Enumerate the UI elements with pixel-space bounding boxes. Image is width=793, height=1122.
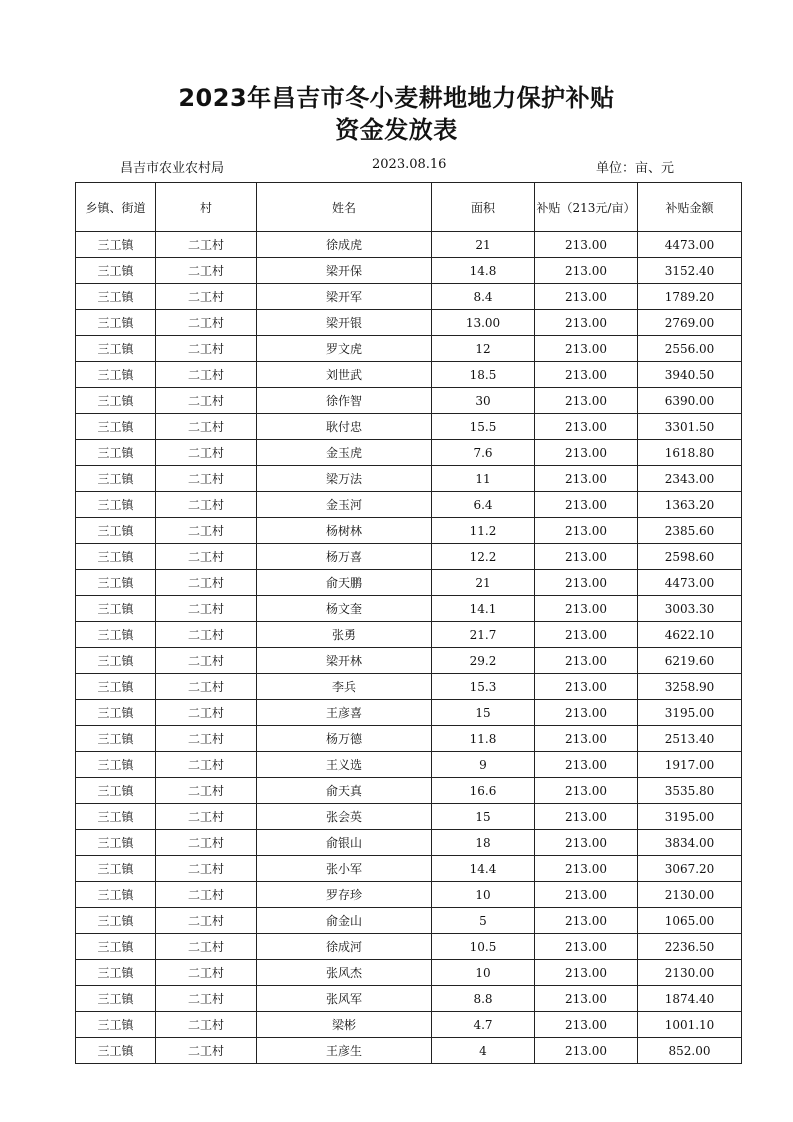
cell-township: 三工镇 xyxy=(76,388,156,414)
cell-name: 王彦生 xyxy=(257,1038,432,1064)
cell-township: 三工镇 xyxy=(76,934,156,960)
cell-rate: 213.00 xyxy=(535,986,638,1012)
cell-name: 耿付忠 xyxy=(257,414,432,440)
table-row xyxy=(76,674,742,700)
table-row xyxy=(76,726,742,752)
cell-amount: 6390.00 xyxy=(638,388,742,414)
cell-township: 三工镇 xyxy=(76,804,156,830)
cell-amount: 3834.00 xyxy=(638,830,742,856)
cell-amount: 6219.60 xyxy=(638,648,742,674)
cell-rate: 213.00 xyxy=(535,570,638,596)
cell-village: 二工村 xyxy=(156,258,257,284)
cell-township: 三工镇 xyxy=(76,726,156,752)
cell-rate: 213.00 xyxy=(535,414,638,440)
cell-township: 三工镇 xyxy=(76,752,156,778)
cell-area: 7.6 xyxy=(432,440,535,466)
cell-township: 三工镇 xyxy=(76,700,156,726)
table-row xyxy=(76,986,742,1012)
cell-area: 8.8 xyxy=(432,986,535,1012)
unit-note: 单位：亩、元 xyxy=(596,161,675,176)
cell-village: 二工村 xyxy=(156,336,257,362)
cell-rate: 213.00 xyxy=(535,752,638,778)
cell-name: 李兵 xyxy=(257,674,432,700)
cell-name: 杨文奎 xyxy=(257,596,432,622)
cell-township: 三工镇 xyxy=(76,336,156,362)
cell-village: 二工村 xyxy=(156,440,257,466)
cell-name: 张小军 xyxy=(257,856,432,882)
cell-amount: 1917.00 xyxy=(638,752,742,778)
cell-rate: 213.00 xyxy=(535,284,638,310)
cell-township: 三工镇 xyxy=(76,466,156,492)
cell-area: 13.00 xyxy=(432,310,535,336)
cell-amount: 1618.80 xyxy=(638,440,742,466)
cell-name: 徐作智 xyxy=(257,388,432,414)
cell-area: 10 xyxy=(432,882,535,908)
cell-rate: 213.00 xyxy=(535,596,638,622)
cell-amount: 3067.20 xyxy=(638,856,742,882)
subsidy-table xyxy=(75,182,742,1064)
cell-township: 三工镇 xyxy=(76,258,156,284)
table-row xyxy=(76,362,742,388)
cell-township: 三工镇 xyxy=(76,622,156,648)
cell-name: 杨万德 xyxy=(257,726,432,752)
table-header-row xyxy=(76,183,742,232)
cell-amount: 4473.00 xyxy=(638,570,742,596)
cell-rate: 213.00 xyxy=(535,310,638,336)
cell-area: 4 xyxy=(432,1038,535,1064)
cell-township: 三工镇 xyxy=(76,232,156,258)
cell-amount: 1065.00 xyxy=(638,908,742,934)
cell-area: 15.3 xyxy=(432,674,535,700)
cell-name: 徐成河 xyxy=(257,934,432,960)
cell-township: 三工镇 xyxy=(76,648,156,674)
table-row xyxy=(76,856,742,882)
cell-village: 二工村 xyxy=(156,362,257,388)
cell-township: 三工镇 xyxy=(76,440,156,466)
cell-village: 二工村 xyxy=(156,310,257,336)
cell-village: 二工村 xyxy=(156,518,257,544)
table-row xyxy=(76,700,742,726)
table-row xyxy=(76,492,742,518)
cell-amount: 2556.00 xyxy=(638,336,742,362)
cell-village: 二工村 xyxy=(156,960,257,986)
cell-township: 三工镇 xyxy=(76,518,156,544)
cell-amount: 3152.40 xyxy=(638,258,742,284)
header-village: 村 xyxy=(156,183,257,232)
cell-amount: 852.00 xyxy=(638,1038,742,1064)
cell-area: 14.4 xyxy=(432,856,535,882)
cell-rate: 213.00 xyxy=(535,388,638,414)
cell-village: 二工村 xyxy=(156,544,257,570)
cell-township: 三工镇 xyxy=(76,1012,156,1038)
cell-amount: 3195.00 xyxy=(638,700,742,726)
cell-rate: 213.00 xyxy=(535,830,638,856)
table-row xyxy=(76,908,742,934)
cell-area: 15.5 xyxy=(432,414,535,440)
cell-rate: 213.00 xyxy=(535,362,638,388)
cell-rate: 213.00 xyxy=(535,336,638,362)
table-row xyxy=(76,388,742,414)
cell-area: 29.2 xyxy=(432,648,535,674)
cell-name: 梁开银 xyxy=(257,310,432,336)
cell-name: 梁开林 xyxy=(257,648,432,674)
cell-rate: 213.00 xyxy=(535,778,638,804)
cell-township: 三工镇 xyxy=(76,492,156,518)
cell-amount: 3195.00 xyxy=(638,804,742,830)
cell-amount: 1874.40 xyxy=(638,986,742,1012)
cell-rate: 213.00 xyxy=(535,648,638,674)
cell-amount: 2236.50 xyxy=(638,934,742,960)
table-row xyxy=(76,544,742,570)
cell-township: 三工镇 xyxy=(76,882,156,908)
document-subtitle: 资金发放表 xyxy=(335,116,458,144)
table-row xyxy=(76,882,742,908)
cell-area: 10.5 xyxy=(432,934,535,960)
cell-area: 11.2 xyxy=(432,518,535,544)
table-row xyxy=(76,1038,742,1064)
cell-name: 罗存珍 xyxy=(257,882,432,908)
table-row xyxy=(76,752,742,778)
cell-name: 杨万喜 xyxy=(257,544,432,570)
cell-area: 14.1 xyxy=(432,596,535,622)
cell-name: 金玉虎 xyxy=(257,440,432,466)
cell-township: 三工镇 xyxy=(76,596,156,622)
cell-township: 三工镇 xyxy=(76,908,156,934)
cell-name: 梁彬 xyxy=(257,1012,432,1038)
cell-area: 14.8 xyxy=(432,258,535,284)
cell-township: 三工镇 xyxy=(76,570,156,596)
cell-village: 二工村 xyxy=(156,726,257,752)
cell-amount: 2130.00 xyxy=(638,882,742,908)
cell-area: 18.5 xyxy=(432,362,535,388)
cell-area: 15 xyxy=(432,700,535,726)
issuing-organization: 昌吉市农业农村局 xyxy=(120,161,225,176)
cell-name: 俞天真 xyxy=(257,778,432,804)
table-row xyxy=(76,336,742,362)
cell-township: 三工镇 xyxy=(76,830,156,856)
cell-area: 12.2 xyxy=(432,544,535,570)
cell-area: 10 xyxy=(432,960,535,986)
cell-amount: 1363.20 xyxy=(638,492,742,518)
cell-village: 二工村 xyxy=(156,284,257,310)
cell-amount: 3258.90 xyxy=(638,674,742,700)
cell-rate: 213.00 xyxy=(535,960,638,986)
cell-rate: 213.00 xyxy=(535,492,638,518)
table-row xyxy=(76,310,742,336)
cell-area: 11.8 xyxy=(432,726,535,752)
cell-village: 二工村 xyxy=(156,622,257,648)
cell-amount: 2130.00 xyxy=(638,960,742,986)
table-row xyxy=(76,596,742,622)
cell-village: 二工村 xyxy=(156,1038,257,1064)
cell-name: 杨树林 xyxy=(257,518,432,544)
cell-township: 三工镇 xyxy=(76,778,156,804)
table-row xyxy=(76,440,742,466)
cell-amount: 1001.10 xyxy=(638,1012,742,1038)
table-row xyxy=(76,934,742,960)
cell-amount: 3301.50 xyxy=(638,414,742,440)
cell-amount: 1789.20 xyxy=(638,284,742,310)
cell-name: 刘世武 xyxy=(257,362,432,388)
cell-name: 王彦喜 xyxy=(257,700,432,726)
cell-name: 张风军 xyxy=(257,986,432,1012)
cell-amount: 3003.30 xyxy=(638,596,742,622)
cell-township: 三工镇 xyxy=(76,674,156,700)
table-row xyxy=(76,466,742,492)
cell-amount: 2598.60 xyxy=(638,544,742,570)
cell-rate: 213.00 xyxy=(535,700,638,726)
cell-village: 二工村 xyxy=(156,492,257,518)
table-row xyxy=(76,570,742,596)
cell-rate: 213.00 xyxy=(535,258,638,284)
cell-township: 三工镇 xyxy=(76,960,156,986)
table-row xyxy=(76,258,742,284)
cell-rate: 213.00 xyxy=(535,1038,638,1064)
cell-rate: 213.00 xyxy=(535,934,638,960)
cell-township: 三工镇 xyxy=(76,310,156,336)
cell-village: 二工村 xyxy=(156,648,257,674)
table-row xyxy=(76,804,742,830)
cell-township: 三工镇 xyxy=(76,1038,156,1064)
table-row xyxy=(76,648,742,674)
cell-rate: 213.00 xyxy=(535,726,638,752)
cell-area: 8.4 xyxy=(432,284,535,310)
table-row xyxy=(76,778,742,804)
cell-area: 4.7 xyxy=(432,1012,535,1038)
cell-rate: 213.00 xyxy=(535,622,638,648)
cell-rate: 213.00 xyxy=(535,232,638,258)
cell-area: 15 xyxy=(432,804,535,830)
cell-area: 5 xyxy=(432,908,535,934)
cell-village: 二工村 xyxy=(156,778,257,804)
cell-rate: 213.00 xyxy=(535,856,638,882)
cell-amount: 2769.00 xyxy=(638,310,742,336)
cell-amount: 4473.00 xyxy=(638,232,742,258)
cell-township: 三工镇 xyxy=(76,856,156,882)
cell-area: 6.4 xyxy=(432,492,535,518)
header-area: 面积 xyxy=(432,183,535,232)
cell-village: 二工村 xyxy=(156,804,257,830)
cell-name: 俞银山 xyxy=(257,830,432,856)
cell-name: 张勇 xyxy=(257,622,432,648)
cell-village: 二工村 xyxy=(156,596,257,622)
cell-area: 16.6 xyxy=(432,778,535,804)
cell-rate: 213.00 xyxy=(535,882,638,908)
table-body xyxy=(76,232,742,1064)
cell-township: 三工镇 xyxy=(76,986,156,1012)
cell-village: 二工村 xyxy=(156,700,257,726)
cell-amount: 3940.50 xyxy=(638,362,742,388)
cell-name: 梁开保 xyxy=(257,258,432,284)
cell-name: 俞金山 xyxy=(257,908,432,934)
cell-area: 12 xyxy=(432,336,535,362)
cell-village: 二工村 xyxy=(156,908,257,934)
table-row xyxy=(76,622,742,648)
cell-village: 二工村 xyxy=(156,1012,257,1038)
cell-name: 王义选 xyxy=(257,752,432,778)
document-title: 2023年昌吉市冬小麦耕地地力保护补贴 xyxy=(178,84,615,112)
cell-name: 梁万法 xyxy=(257,466,432,492)
header-rate: 补贴（213元/亩） xyxy=(535,183,638,232)
header-name: 姓名 xyxy=(257,183,432,232)
cell-village: 二工村 xyxy=(156,570,257,596)
cell-name: 徐成虎 xyxy=(257,232,432,258)
cell-village: 二工村 xyxy=(156,752,257,778)
cell-rate: 213.00 xyxy=(535,1012,638,1038)
cell-amount: 2385.60 xyxy=(638,518,742,544)
cell-village: 二工村 xyxy=(156,388,257,414)
cell-name: 张风杰 xyxy=(257,960,432,986)
table-row xyxy=(76,232,742,258)
cell-village: 二工村 xyxy=(156,674,257,700)
cell-village: 二工村 xyxy=(156,232,257,258)
cell-name: 罗文虎 xyxy=(257,336,432,362)
cell-amount: 2513.40 xyxy=(638,726,742,752)
issue-date: 2023.08.16 xyxy=(372,157,447,172)
cell-village: 二工村 xyxy=(156,414,257,440)
cell-name: 金玉河 xyxy=(257,492,432,518)
cell-area: 21 xyxy=(432,232,535,258)
cell-area: 21 xyxy=(432,570,535,596)
table-row xyxy=(76,1012,742,1038)
cell-area: 21.7 xyxy=(432,622,535,648)
cell-area: 30 xyxy=(432,388,535,414)
cell-name: 俞天鹏 xyxy=(257,570,432,596)
cell-area: 9 xyxy=(432,752,535,778)
cell-township: 三工镇 xyxy=(76,362,156,388)
cell-rate: 213.00 xyxy=(535,544,638,570)
cell-name: 张会英 xyxy=(257,804,432,830)
cell-township: 三工镇 xyxy=(76,284,156,310)
cell-rate: 213.00 xyxy=(535,440,638,466)
cell-village: 二工村 xyxy=(156,882,257,908)
cell-rate: 213.00 xyxy=(535,908,638,934)
table-row xyxy=(76,830,742,856)
table-row xyxy=(76,960,742,986)
cell-village: 二工村 xyxy=(156,830,257,856)
cell-amount: 2343.00 xyxy=(638,466,742,492)
cell-rate: 213.00 xyxy=(535,674,638,700)
cell-rate: 213.00 xyxy=(535,466,638,492)
cell-amount: 3535.80 xyxy=(638,778,742,804)
cell-village: 二工村 xyxy=(156,856,257,882)
table-row xyxy=(76,518,742,544)
cell-township: 三工镇 xyxy=(76,544,156,570)
cell-name: 梁开军 xyxy=(257,284,432,310)
cell-rate: 213.00 xyxy=(535,518,638,544)
header-township: 乡镇、街道 xyxy=(76,183,156,232)
table-row xyxy=(76,284,742,310)
cell-amount: 4622.10 xyxy=(638,622,742,648)
cell-rate: 213.00 xyxy=(535,804,638,830)
cell-area: 11 xyxy=(432,466,535,492)
cell-village: 二工村 xyxy=(156,934,257,960)
cell-area: 18 xyxy=(432,830,535,856)
cell-village: 二工村 xyxy=(156,466,257,492)
table-row xyxy=(76,414,742,440)
cell-village: 二工村 xyxy=(156,986,257,1012)
cell-township: 三工镇 xyxy=(76,414,156,440)
header-amount: 补贴金额 xyxy=(638,183,742,232)
